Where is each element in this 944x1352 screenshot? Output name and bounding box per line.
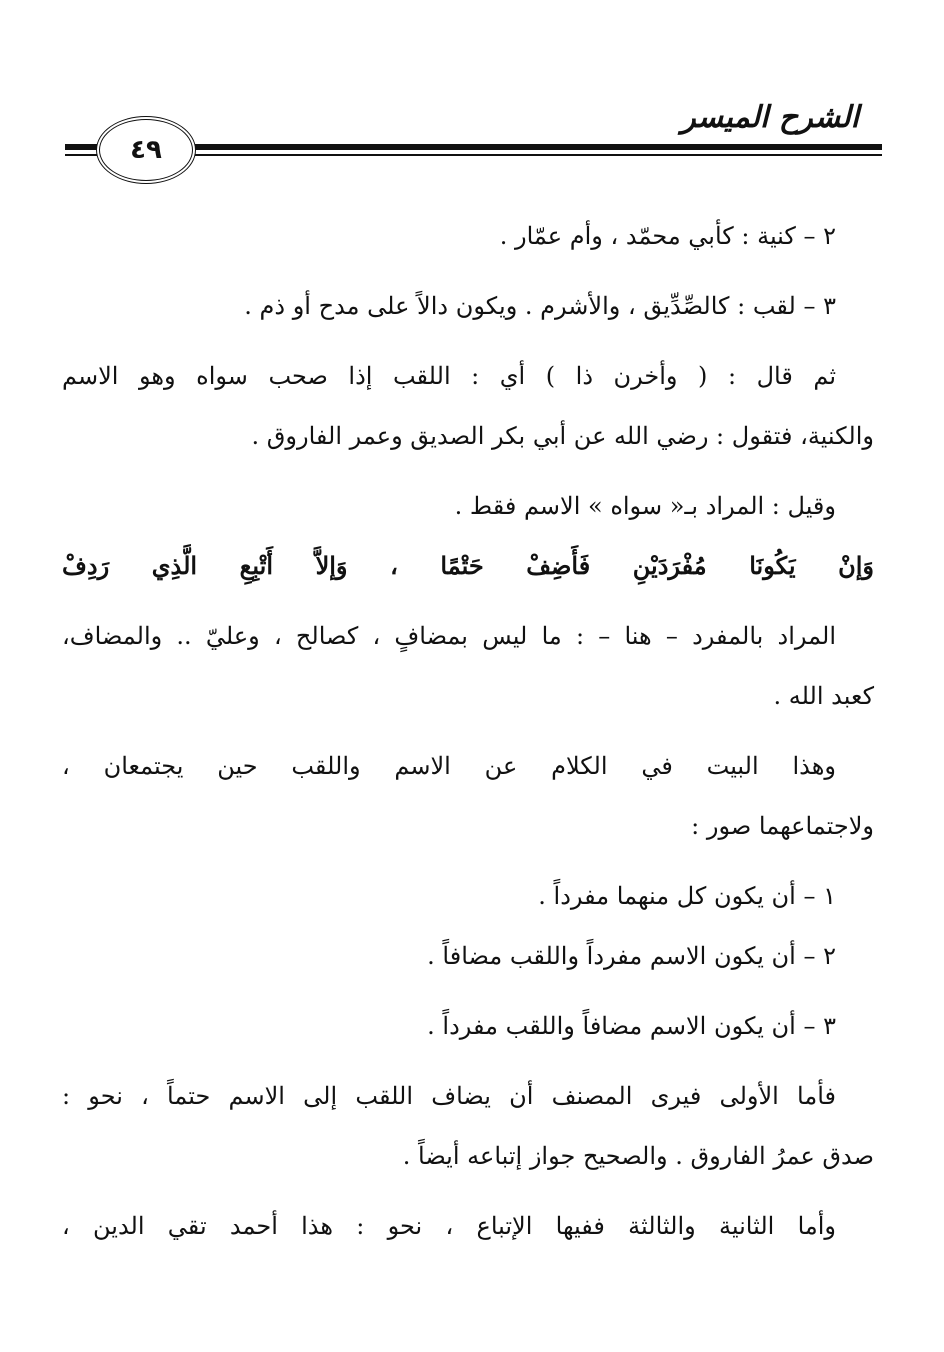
text-line: والكنية، فتقول : رضي الله عن أبي بكر الصديق وعمر الفاروق . <box>251 422 874 450</box>
text-line: ٣ – لقب : كالصِّدِّيق ، والأشرم . ويكون دالاً على مدح أو ذم . <box>244 292 836 320</box>
page-header <box>0 0 944 200</box>
text-line: وقيل : المراد بـ« سواه » الاسم فقط . <box>454 492 836 520</box>
running-title: الشرح الميسر <box>681 100 859 135</box>
text-line: المراد بالمفرد – هنا – : ما ليس بمضافٍ ، كصالح ، وعليّ .. والمضاف، <box>62 622 836 650</box>
text-line: فأما الأولى فيرى المصنف أن يضاف اللقب إلى الاسم حتماً ، نحو : <box>62 1082 836 1110</box>
text-line: وأما الثانية والثالثة ففيها الإتباع ، نحو : هذا أحمد تقي الدين ، <box>62 1212 836 1240</box>
text-line: ٢ – كنية : كأبي محمّد ، وأم عمّار . <box>499 222 836 250</box>
list-item: ٣ – أن يكون الاسم مضافاً واللقب مفرداً . <box>427 1012 836 1040</box>
list-item: ١ – أن يكون كل منهما مفرداً . <box>538 882 836 910</box>
text-line: ثم قال : ( وأخرن ذا ) أي : اللقب إذا صحب سواه وهو الاسم <box>62 362 836 390</box>
verse-line: وَإنْ يَكُونَا مُفْرَدَيْنِ فَأَضِفْ حَتْمًا ، وَإلاَّ أَتْبِعِ الَّذِي رَدِفْ <box>62 551 874 580</box>
page-number-oval <box>96 116 196 184</box>
list-item: ٢ – أن يكون الاسم مفرداً واللقب مضافاً . <box>427 942 836 970</box>
text-line: وهذا البيت في الكلام عن الاسم واللقب حين يجتمعان ، <box>62 752 836 780</box>
text-line: صدق عمرُ الفاروق . والصحيح جواز إتباعه أيضاً . <box>402 1142 874 1170</box>
page-number: ٤٩ <box>130 135 162 165</box>
text-line: كعبد الله . <box>773 682 874 710</box>
text-line: ولاجتماعهما صور : <box>691 812 874 840</box>
